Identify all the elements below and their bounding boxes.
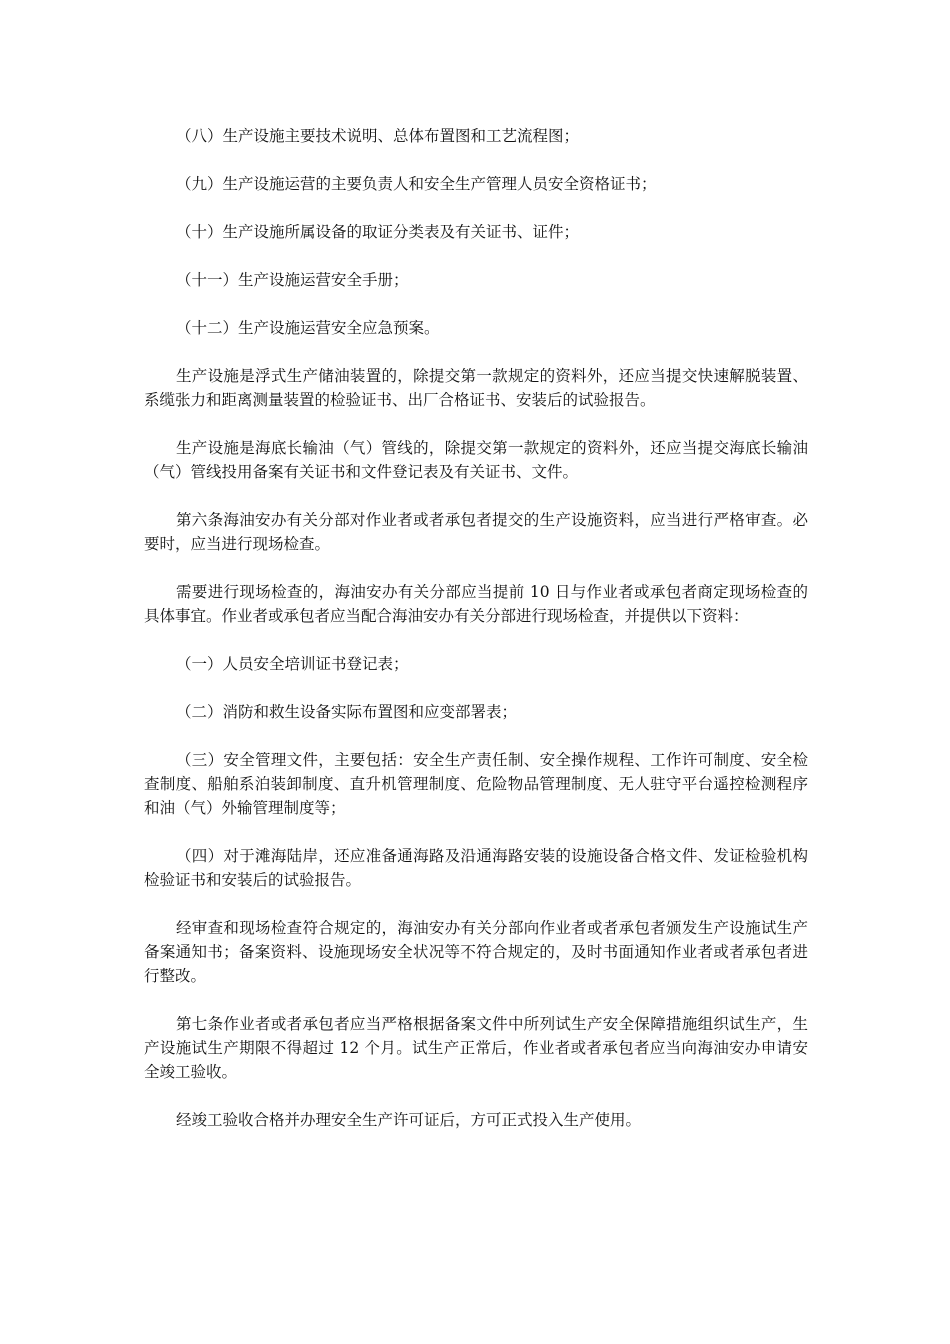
paragraph-site-inspection: 需要进行现场检查的，海油安办有关分部应当提前 10 日与作业者或承包者商定现场检查的具体事宜。作业者或承包者应当配合海油安办有关分部进行现场检查，并提供以下资料： <box>144 583 808 625</box>
list-item-1: （一）人员安全培训证书登记表； <box>176 655 409 673</box>
list-item-12: （十二）生产设施运营安全应急预案。 <box>176 319 440 337</box>
paragraph-fpso: 生产设施是浮式生产储油装置的，除提交第一款规定的资料外，还应当提交快速解脱装置、系缆张力和距离测量装置的检验证书、出厂合格证书、安装后的试验报告。 <box>144 367 808 409</box>
paragraph-pipeline: 生产设施是海底长输油（气）管线的，除提交第一款规定的资料外，还应当提交海底长输油（气）管线投用备案有关证书和文件登记表及有关证书、文件。 <box>144 439 808 481</box>
paragraph-article-7: 第七条作业者或者承包者应当严格根据备案文件中所列试生产安全保障措施组织试生产，生产设施试生产期限不得超过 12 个月。试生产正常后，作业者或者承包者应当向海油安办申请安全竣工验收。 <box>144 1015 808 1081</box>
list-item-9: （九）生产设施运营的主要负责人和安全生产管理人员安全资格证书； <box>176 175 657 193</box>
paragraph-final-acceptance: 经竣工验收合格并办理安全生产许可证后，方可正式投入生产使用。 <box>176 1111 642 1129</box>
list-item-11: （十一）生产设施运营安全手册； <box>176 271 409 289</box>
paragraph-article-6: 第六条海油安办有关分部对作业者或者承包者提交的生产设施资料，应当进行严格审查。必要时，应当进行现场检查。 <box>144 511 808 553</box>
list-item-4: （四）对于滩海陆岸，还应准备通海路及沿通海路安装的设施设备合格文件、发证检验机构检验证书和安装后的试验报告。 <box>144 847 808 889</box>
list-item-8: （八）生产设施主要技术说明、总体布置图和工艺流程图； <box>176 127 580 145</box>
list-item-3: （三）安全管理文件，主要包括：安全生产责任制、安全操作规程、工作许可制度、安全检查制度、船舶系泊装卸制度、直升机管理制度、危险物品管理制度、无人驻守平台遥控检测程序和油（气）外输管理制度等； <box>144 751 808 817</box>
list-item-2: （二）消防和救生设备实际布置图和应变部署表； <box>176 703 518 721</box>
document-body <box>144 124 808 1156</box>
list-item-10: （十）生产设施所属设备的取证分类表及有关证书、证件； <box>176 223 580 241</box>
paragraph-review-result: 经审查和现场检查符合规定的，海油安办有关分部向作业者或者承包者颁发生产设施试生产备案通知书；备案资料、设施现场安全状况等不符合规定的，及时书面通知作业者或者承包者进行整改。 <box>144 919 808 985</box>
